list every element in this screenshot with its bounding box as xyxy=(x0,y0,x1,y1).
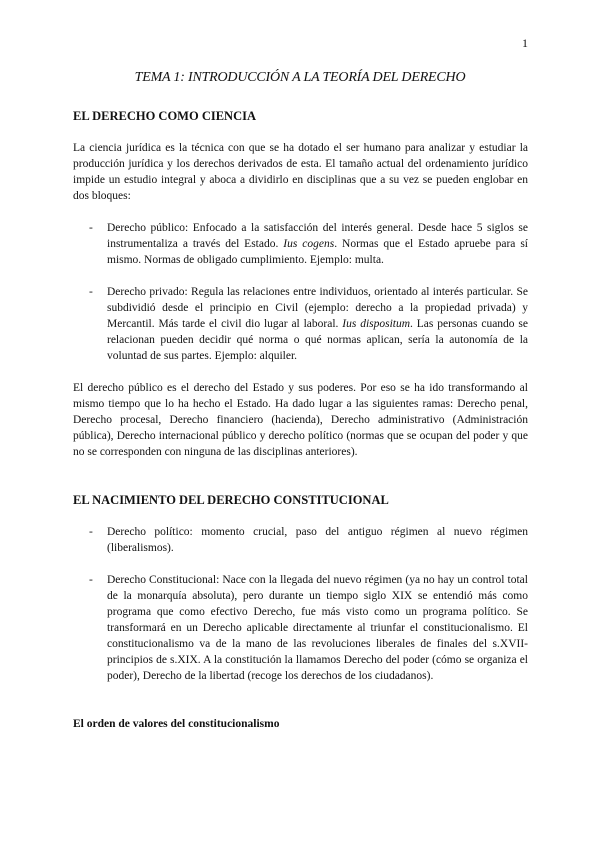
bullet-derecho-politico xyxy=(73,524,528,556)
bullet-text: . Normas que el Estado apruebe para sí mismo. Normas de obligado cumplimiento. Ejemplo: multa. xyxy=(107,238,529,266)
bullet-text: Derecho Constitucional: Nace con la llegada del nuevo régimen (ya no hay un control total de la monarquía absoluta), pero durante un tiempo siglo XIX se entendió más como programa que como efectivo Derecho, fue más visto como un programa político. Se transformará en un Derecho aplicable directamente al triunfar el constitucionalismo. El constitucionalismo va de la mano de las revoluciones liberales de finales del s.XVII-principios de s.XIX. A la constitución la llamamos Derecho del poder (cómo se organiza el poder), Derecho de la libertad (recoge los derechos de los ciudadanos). xyxy=(107,574,528,682)
bullet-text: Derecho político: momento crucial, paso del antiguo régimen al nuevo régimen (liberalismos). xyxy=(107,526,528,554)
bullet-text: Derecho privado: Regula las relaciones entre individuos, orientado al interés particular. Se subdividió desde el principio en Civil (ejemplo: derecho a la propiedad privada) y Mercantil. Más tarde el civil dio lugar al laboral. xyxy=(107,286,528,330)
bullet-marker: - xyxy=(89,574,93,586)
section-heading-derecho-constitucional: EL NACIMIENTO DEL DERECHO CONSTITUCIONAL xyxy=(73,493,389,507)
bullet-text: . Las personas cuando se relacionan pueden decidir qué norma o qué normas aplican, sería la autonomía de la voluntad de sus partes. Ejemplo: alquiler. xyxy=(107,318,528,362)
document-title: TEMA 1: INTRODUCCIÓN A LA TEORÍA DEL DERECHO xyxy=(134,70,466,85)
bullet-text: Derecho público: Enfocado a la satisfacción del interés general. Desde hace 5 siglos se instrumentaliza a través del Estado. xyxy=(107,222,528,250)
section-heading-derecho-ciencia: EL DERECHO COMO CIENCIA xyxy=(73,109,257,123)
closing-paragraph: El derecho público es el derecho del Estado y sus poderes. Por eso se ha ido transformando al mismo tiempo que lo ha hecho el Estado. Ha dado lugar a las siguientes ramas: Derecho penal, Derecho procesal, Derecho financiero (hacienda), Derecho administrativo (Administración pública), Derecho internacional público y derecho político (normas que se ocupan del poder y que no se corresponden con ninguna de las disciplinas anteriores). xyxy=(73,382,528,458)
intro-paragraph: La ciencia jurídica es la técnica con que se ha dotado el ser humano para analizar y estudiar la producción jurídica y los derechos derivados de esta. El tamaño actual del ordenamiento jurídico impide un estudio integral y aboca a dividirlo en disciplinas que a su vez se pueden englobar en dos bloques: xyxy=(73,142,528,202)
bullet-marker: - xyxy=(89,526,93,538)
bullet-marker: - xyxy=(89,286,93,298)
bullet-derecho-privado xyxy=(73,284,528,364)
subheading-orden-valores: El orden de valores del constitucionalismo xyxy=(73,718,280,730)
bullet-derecho-publico xyxy=(73,220,528,268)
latin-term: Ius cogens xyxy=(283,238,335,250)
latin-term: Ius dispositum xyxy=(342,318,411,330)
bullet-derecho-constitucional xyxy=(73,572,528,684)
bullet-marker: - xyxy=(89,222,93,234)
page-number: 1 xyxy=(522,36,528,50)
